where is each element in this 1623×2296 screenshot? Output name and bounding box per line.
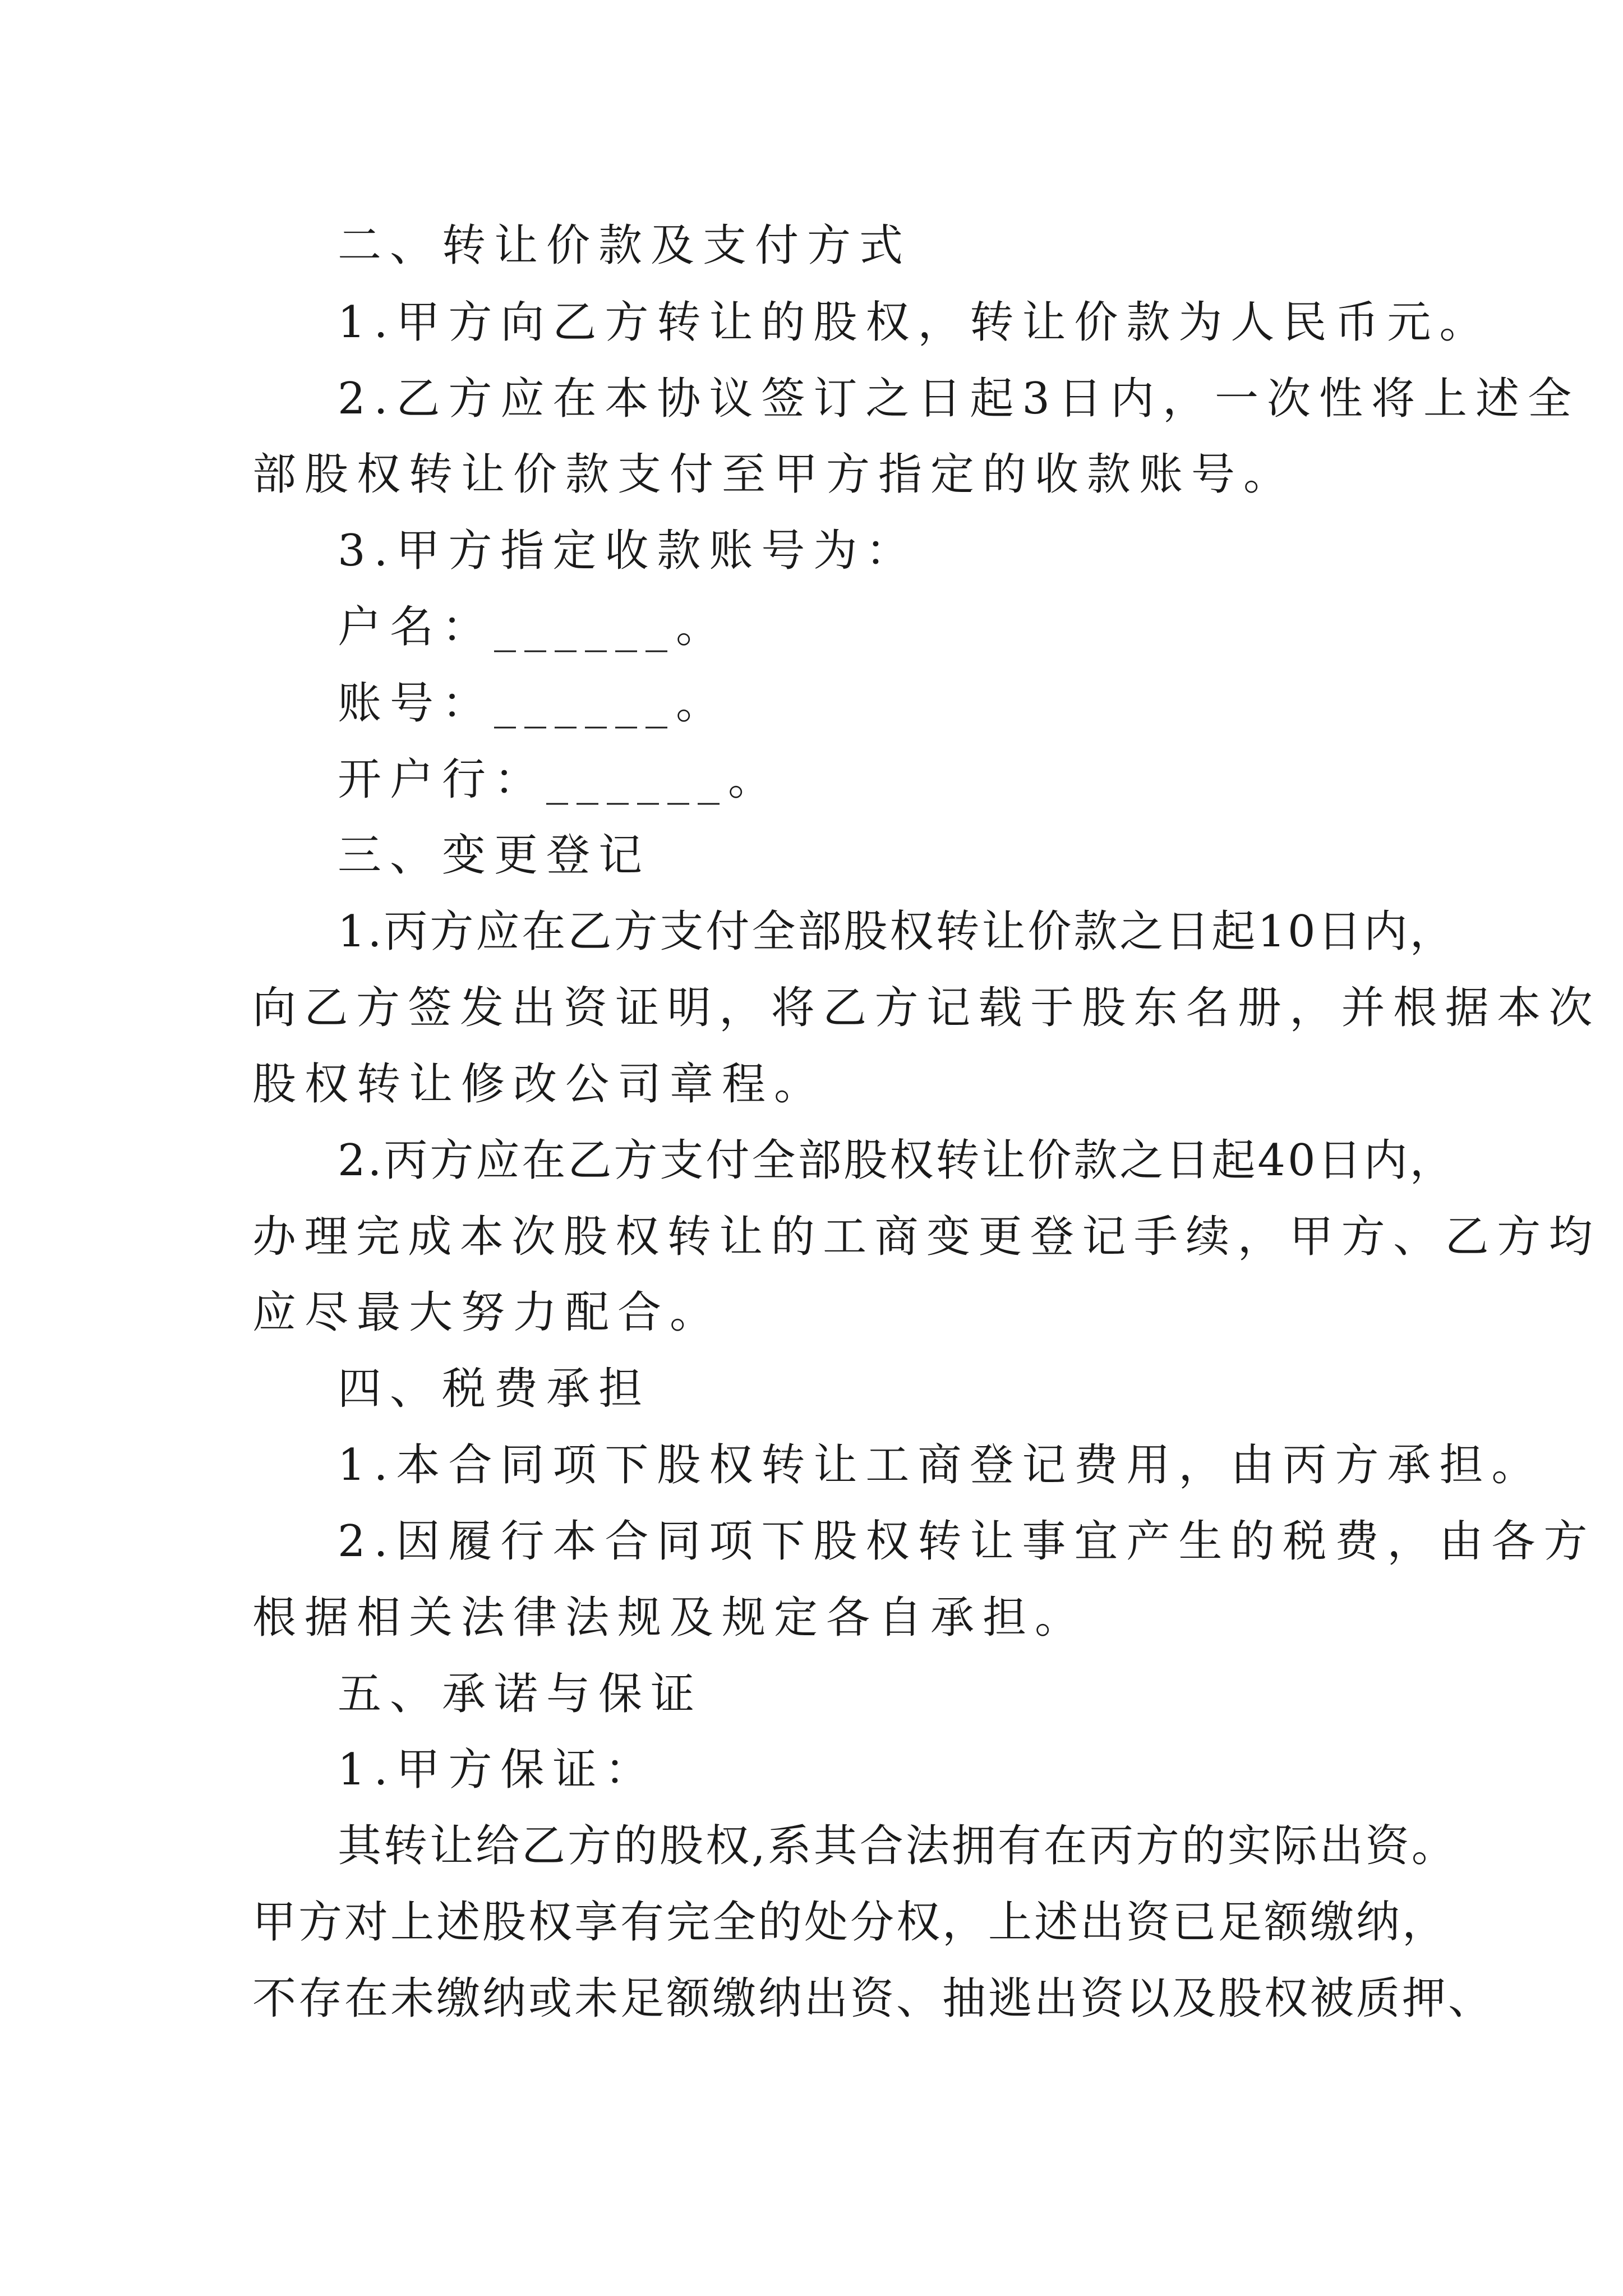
account-number-line: 账号：______。 — [338, 678, 728, 729]
section-heading-5: 五、承诺与保证 — [338, 1669, 703, 1719]
account-name-line: 户名：______。 — [338, 602, 728, 652]
paragraph-line: 3.甲方指定收款账号为： — [338, 526, 918, 576]
paragraph-line: 应尽最大努力配合。 — [252, 1287, 722, 1338]
paragraph-line: 甲方对上述股权享有完全的处分权，上述出资已足额缴纳， — [252, 1897, 1449, 1948]
bank-line: 开户行：______。 — [338, 754, 781, 805]
paragraph-line: 向乙方签发出资证明，将乙方记载于股东名册，并根据本次 — [252, 983, 1601, 1033]
paragraph-line: 部股权转让价款支付至甲方指定的收款账号。 — [252, 449, 1296, 500]
paragraph-line: 1.丙方应在乙方支付全部股权转让价款之日起10日内， — [338, 907, 1456, 957]
section-heading-4: 四、税费承担 — [338, 1364, 651, 1414]
paragraph-line: 办理完成本次股权转让的工商变更登记手续，甲方、乙方均 — [252, 1212, 1601, 1262]
paragraph-line: 1.甲方向乙方转让的股权，转让价款为人民币元。 — [338, 297, 1492, 348]
section-heading-2: 二、转让价款及支付方式 — [338, 220, 912, 271]
paragraph-line: 2.因履行本合同项下股权转让事宜产生的税费，由各方 — [338, 1516, 1596, 1567]
paragraph-line: 股权转让修改公司章程。 — [252, 1059, 827, 1110]
paragraph-line: 1.本合同项下股权转让工商登记费用，由丙方承担。 — [338, 1440, 1544, 1490]
paragraph-line: 根据相关法律法规及规定各自承担。 — [252, 1593, 1087, 1643]
paragraph-line: 2.丙方应在乙方支付全部股权转让价款之日起40日内， — [338, 1135, 1456, 1186]
section-heading-3: 三、变更登记 — [338, 830, 651, 881]
paragraph-line: 其转让给乙方的股权,系其合法拥有在丙方的实际出资。 — [338, 1821, 1458, 1871]
paragraph-line: 1.甲方保证： — [338, 1745, 657, 1795]
paragraph-line: 2.乙方应在本协议签订之日起3日内，一次性将上述全 — [338, 374, 1580, 424]
paragraph-line: 不存在未缴纳或未足额缴纳出资、抽逃出资以及股权被质押、 — [252, 1973, 1495, 2024]
